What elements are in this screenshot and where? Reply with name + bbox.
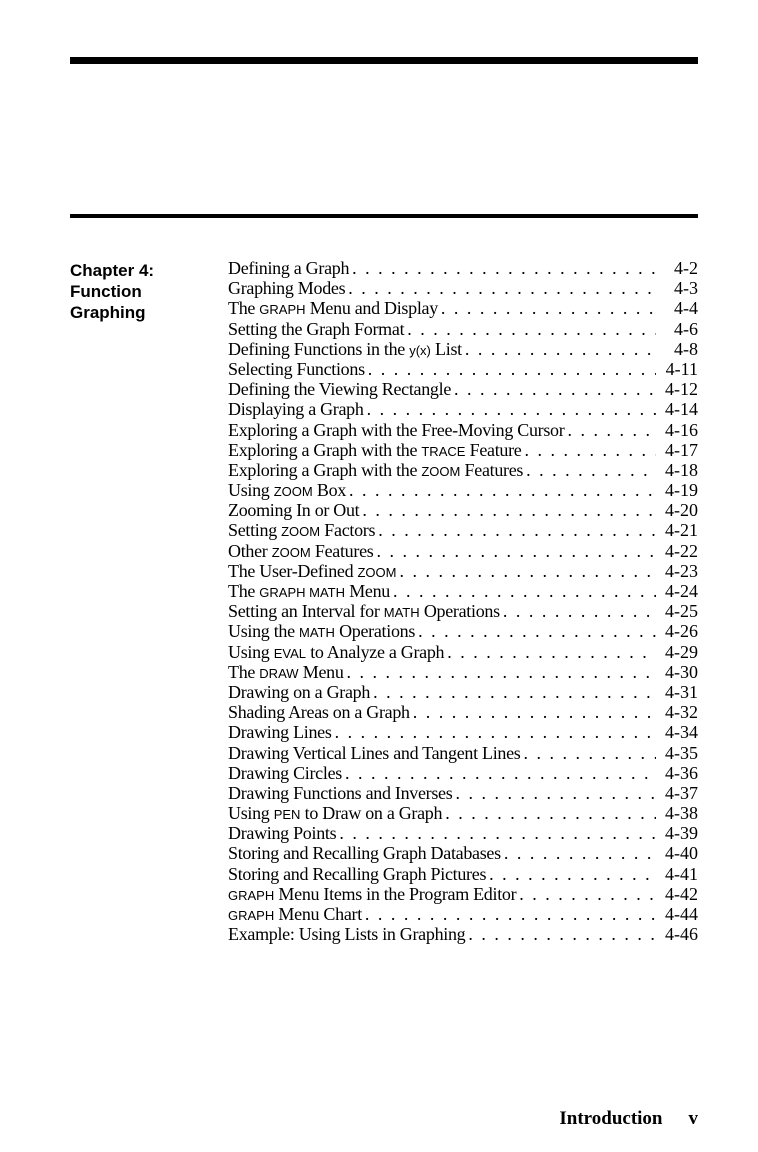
toc-title-text: Storing and Recalling Graph Databases [228, 843, 501, 864]
dot-leader [390, 581, 656, 601]
toc-page-number: 4-16 [665, 419, 698, 440]
dot-leader [444, 642, 656, 662]
toc-title-text: Other [228, 540, 272, 561]
toc-title-text: Using [228, 803, 274, 824]
toc-title-text: Setting the Graph Format [228, 318, 405, 339]
toc-title-text: Feature [465, 439, 522, 460]
toc-entry [228, 823, 698, 843]
dot-leader [365, 359, 656, 379]
dot-leader [438, 298, 656, 318]
toc-key-term: y(x) [409, 342, 431, 358]
toc-key-term: ZOOM [281, 524, 321, 540]
toc-entry [228, 420, 698, 440]
toc-title-text: Factors [320, 520, 376, 541]
toc-entry-title [228, 520, 375, 540]
toc-title-text: The [228, 661, 260, 682]
toc-entry [228, 520, 698, 540]
toc-entry [228, 682, 698, 702]
toc-entry-title [228, 561, 396, 581]
toc-page-number: 4-34 [665, 722, 698, 743]
toc-entry [228, 803, 698, 823]
toc-entry-title [228, 843, 501, 863]
toc-page-number: 4-38 [665, 803, 698, 824]
toc-title-text: Menu [345, 581, 391, 601]
toc-title-text: to Analyze a Graph [306, 641, 445, 662]
toc-entry-title [228, 460, 523, 480]
toc-page-number: 4-2 [674, 258, 698, 278]
chapter-heading [70, 260, 154, 323]
toc-entry-title [228, 258, 349, 278]
toc-key-term: GRAPH [259, 302, 306, 318]
toc-entry [228, 581, 698, 601]
dot-leader [462, 339, 656, 359]
dot-leader [516, 884, 656, 904]
toc-page-number: 4-46 [665, 924, 698, 945]
toc-page-number: 4-37 [665, 782, 698, 803]
toc-key-term: GRAPH [228, 908, 275, 923]
toc-title-text: Example: Using Lists in Graphing [228, 924, 466, 945]
toc-entry-title [228, 642, 444, 662]
toc-title-text: Using the [228, 621, 299, 642]
toc-key-term: PEN [273, 807, 301, 823]
toc-entry-title [228, 339, 462, 359]
toc-entry [228, 924, 698, 944]
dot-leader [396, 561, 656, 581]
toc-title-text: Menu and Display [305, 298, 438, 319]
toc-entry [228, 500, 698, 520]
toc-entry [228, 783, 698, 803]
toc-entry [228, 440, 698, 460]
toc-entry-title [228, 500, 359, 520]
dot-leader [359, 500, 656, 520]
toc-page-number: 4-18 [665, 459, 698, 480]
toc-entry-title [228, 480, 346, 500]
dot-leader [332, 722, 656, 742]
toc-entry [228, 541, 698, 561]
toc-key-term: MATH [383, 605, 420, 621]
toc-title-text: to Draw on a Graph [300, 803, 443, 824]
toc-entry [228, 379, 698, 399]
dot-leader [415, 621, 656, 641]
toc-page-number: 4-32 [665, 702, 698, 723]
table-of-contents [228, 258, 698, 944]
toc-key-term: GRAPH MATH [259, 585, 346, 600]
dot-leader [345, 278, 656, 298]
toc-entry [228, 642, 698, 662]
toc-key-term: GRAPH [228, 887, 275, 903]
dot-leader [342, 763, 656, 783]
toc-key-term: ZOOM [421, 463, 461, 479]
toc-entry [228, 258, 698, 278]
toc-page-number: 4-26 [665, 621, 698, 642]
toc-title-text: Menu Items in the Program Editor [274, 883, 517, 904]
toc-page-number: 4-22 [665, 540, 698, 561]
dot-leader [362, 904, 656, 924]
toc-title-text: Menu [298, 661, 344, 682]
chapter-label: Chapter 4: [70, 261, 155, 280]
toc-entry-title [228, 722, 332, 742]
toc-entry [228, 843, 698, 863]
toc-title-text: Setting [228, 520, 282, 541]
toc-page-number: 4-21 [665, 520, 698, 541]
toc-page-number: 4-31 [665, 681, 698, 702]
toc-entry [228, 480, 698, 500]
toc-title-text: Setting an Interval for [228, 601, 384, 622]
toc-entry-title [228, 662, 344, 682]
toc-entry [228, 743, 698, 763]
chapter-title-line-2: Graphing [70, 303, 146, 322]
toc-entry [228, 601, 698, 621]
toc-title-text: Shading Areas on a Graph [228, 702, 410, 723]
toc-entry-title [228, 319, 404, 339]
toc-entry [228, 904, 698, 924]
dot-leader [500, 601, 656, 621]
toc-page-number: 4-14 [665, 399, 698, 420]
dot-leader [373, 541, 656, 561]
toc-entry-title [228, 904, 362, 924]
toc-title-text: Operations [334, 621, 416, 642]
toc-title-text: Features [460, 459, 524, 480]
dot-leader [523, 460, 656, 480]
toc-entry [228, 763, 698, 783]
toc-entry-title [228, 924, 465, 944]
dot-leader [364, 399, 656, 419]
toc-key-term: MATH [299, 625, 335, 641]
dot-leader [521, 743, 657, 763]
toc-entry-title [228, 621, 415, 641]
toc-title-text: Drawing Circles [228, 762, 342, 783]
toc-entry-title [228, 440, 522, 460]
toc-title-text: The [228, 581, 260, 601]
toc-page-number: 4-8 [674, 338, 698, 359]
dot-leader [336, 823, 656, 843]
toc-entry [228, 662, 698, 682]
toc-entry-title [228, 702, 410, 722]
toc-title-text: Using [228, 641, 274, 662]
dot-leader [370, 682, 656, 702]
toc-entry-title [228, 581, 390, 601]
toc-entry [228, 319, 698, 339]
toc-entry [228, 298, 698, 318]
toc-page-number: 4-39 [665, 823, 698, 844]
toc-title-text: The [228, 298, 260, 319]
toc-title-text: The User-Defined [228, 560, 358, 581]
toc-entry [228, 460, 698, 480]
toc-title-text: Drawing Vertical Lines and Tangent Lines [228, 742, 521, 763]
toc-key-term: ZOOM [357, 564, 397, 580]
dot-leader [564, 420, 656, 440]
toc-page-number: 4-35 [665, 742, 698, 763]
toc-title-text: Using [228, 480, 274, 501]
toc-title-text: Displaying a Graph [228, 399, 364, 420]
toc-page-number: 4-25 [665, 601, 698, 622]
toc-page-number: 4-11 [665, 358, 698, 379]
toc-title-text: Zooming In or Out [228, 500, 360, 521]
toc-key-term: DRAW [259, 665, 299, 681]
toc-entry-title [228, 541, 373, 561]
toc-entry-title [228, 601, 500, 621]
toc-entry [228, 702, 698, 722]
section-rule [70, 214, 698, 218]
toc-page-number: 4-6 [674, 318, 698, 339]
toc-key-term: EVAL [273, 645, 306, 661]
toc-title-text: Drawing Points [228, 823, 337, 844]
toc-title-text: Box [312, 480, 347, 501]
toc-page-number: 4-24 [665, 581, 698, 601]
toc-page-number: 4-19 [665, 480, 698, 501]
toc-entry-title [228, 278, 345, 298]
toc-entry-title [228, 420, 564, 440]
toc-page-number: 4-3 [674, 278, 698, 299]
toc-page-number: 4-17 [665, 439, 698, 460]
toc-title-text: List [430, 338, 462, 359]
toc-title-text: Defining Functions in the [228, 338, 410, 359]
toc-title-text: Defining the Viewing Rectangle [228, 379, 452, 400]
toc-page-number: 4-20 [665, 500, 698, 521]
toc-entry-title [228, 803, 442, 823]
toc-page-number: 4-41 [665, 863, 698, 884]
dot-leader [452, 783, 656, 803]
toc-page-number: 4-29 [665, 641, 698, 662]
toc-title-text: Features [310, 540, 374, 561]
toc-title-text: Exploring a Graph with the [228, 459, 422, 480]
dot-leader [465, 924, 656, 944]
toc-title-text: Storing and Recalling Graph Pictures [228, 863, 487, 884]
top-rule [70, 57, 698, 64]
toc-title-text: Drawing Lines [228, 722, 332, 743]
toc-entry-title [228, 823, 336, 843]
toc-entry-title [228, 682, 370, 702]
toc-entry-title [228, 763, 342, 783]
page-footer [559, 1108, 698, 1130]
footer-section-title: Introduction [559, 1108, 663, 1129]
toc-entry-title [228, 884, 516, 904]
dot-leader [404, 319, 656, 339]
toc-page-number: 4-44 [665, 904, 698, 924]
toc-page-number: 4-23 [665, 560, 698, 581]
toc-page-number: 4-4 [674, 298, 698, 319]
dot-leader [451, 379, 656, 399]
toc-title-text: Graphing Modes [228, 278, 346, 299]
dot-leader [486, 864, 656, 884]
dot-leader [410, 702, 656, 722]
dot-leader [344, 662, 656, 682]
toc-entry [228, 339, 698, 359]
toc-title-text: Defining a Graph [228, 258, 350, 278]
toc-title-text: Drawing on a Graph [228, 681, 371, 702]
toc-entry-title [228, 864, 486, 884]
toc-title-text: Exploring a Graph with the [228, 439, 422, 460]
dot-leader [522, 440, 657, 460]
toc-title-text: Exploring a Graph with the Free-Moving Cursor [228, 419, 565, 440]
toc-entry [228, 864, 698, 884]
toc-entry-title [228, 783, 452, 803]
toc-entry [228, 561, 698, 581]
toc-page-number: 4-40 [665, 843, 698, 864]
dot-leader [375, 520, 656, 540]
toc-key-term: ZOOM [271, 544, 311, 560]
toc-key-term: TRACE [421, 443, 466, 459]
toc-page-number: 4-30 [665, 661, 698, 682]
toc-entry-title [228, 359, 365, 379]
toc-page-number: 4-36 [665, 762, 698, 783]
toc-entry [228, 278, 698, 298]
toc-entry [228, 359, 698, 379]
toc-entry-title [228, 399, 364, 419]
toc-key-term: ZOOM [273, 484, 313, 500]
chapter-title-line-1: Function [70, 282, 142, 301]
toc-title-text: Drawing Functions and Inverses [228, 782, 453, 803]
footer-page-number: v [688, 1108, 698, 1129]
dot-leader [442, 803, 656, 823]
toc-entry [228, 621, 698, 641]
toc-entry [228, 722, 698, 742]
dot-leader [349, 258, 656, 278]
toc-title-text: Operations [419, 601, 500, 622]
toc-page-number: 4-12 [665, 379, 698, 400]
dot-leader [346, 480, 656, 500]
toc-entry-title [228, 379, 451, 399]
toc-title-text: Menu Chart [274, 904, 362, 924]
toc-entry-title [228, 298, 438, 318]
dot-leader [501, 843, 656, 863]
toc-entry-title [228, 743, 521, 763]
toc-page-number: 4-42 [665, 883, 698, 904]
toc-title-text: Selecting Functions [228, 358, 365, 379]
toc-entry [228, 884, 698, 904]
toc-entry [228, 399, 698, 419]
